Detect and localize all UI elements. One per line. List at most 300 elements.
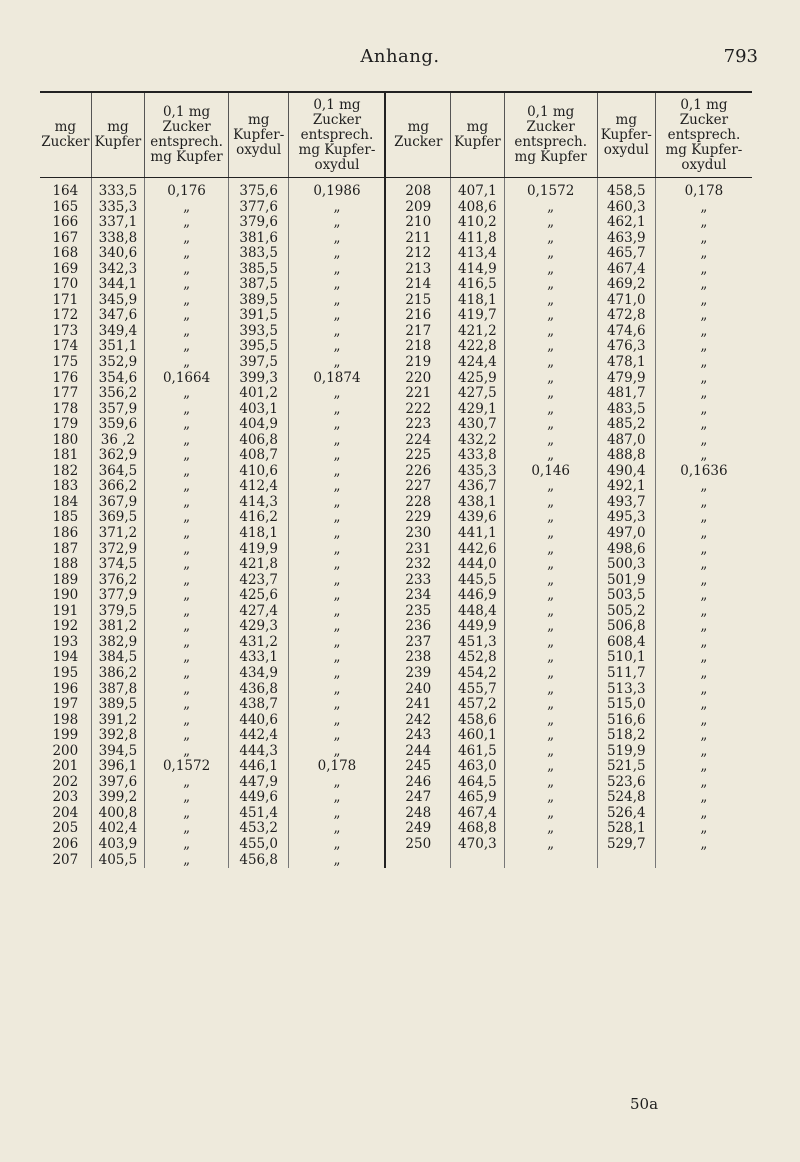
table-cell: 181 (52, 448, 79, 464)
table-cell: 377,6 (228, 200, 288, 216)
table-cell: „ (145, 635, 229, 651)
table-cell: „ (289, 526, 386, 542)
table-cell: 515,0 (597, 697, 655, 713)
table-cell: „ (289, 308, 386, 324)
table-row (40, 246, 752, 262)
table-cell: 444,3 (228, 744, 288, 760)
table-cell: 177 (52, 386, 79, 402)
table-cell: 0,178 (655, 178, 752, 200)
column-header: mg Kupfer (91, 92, 145, 178)
table-cell: „ (289, 448, 386, 464)
table-cell: 377,9 (91, 588, 145, 604)
table-cell: „ (145, 588, 229, 604)
table-row (40, 324, 752, 340)
table-cell: 173 (52, 323, 79, 339)
table-cell: 222 (385, 402, 450, 418)
table-cell: 171 (52, 292, 79, 308)
table-cell: 221 (385, 386, 450, 402)
table-row (40, 790, 752, 806)
table-cell: „ (504, 355, 597, 371)
table-row (40, 635, 752, 651)
table-row (40, 650, 752, 666)
table-cell: 244 (385, 744, 450, 760)
table-cell: „ (504, 293, 597, 309)
table-row (40, 573, 752, 589)
table-cell: „ (504, 557, 597, 573)
table-cell: 202 (52, 774, 79, 790)
table-cell: „ (504, 510, 597, 526)
table-cell: 169 (52, 261, 79, 277)
table-cell: 233 (385, 573, 450, 589)
table-cell: „ (504, 231, 597, 247)
table-cell: 247 (385, 790, 450, 806)
table-cell: 467,4 (597, 262, 655, 278)
table-cell: „ (504, 728, 597, 744)
table-cell: 0,1664 (145, 371, 229, 387)
table-cell: „ (655, 479, 752, 495)
table-cell: 501,9 (597, 573, 655, 589)
table-cell: 465,9 (451, 790, 505, 806)
table-cell: 369,5 (91, 510, 145, 526)
table-cell: 240 (385, 682, 450, 698)
table-cell: „ (504, 308, 597, 324)
table-cell: 429,3 (228, 619, 288, 635)
table-cell: 379,6 (228, 215, 288, 231)
table-cell: 465,7 (597, 246, 655, 262)
table-cell: „ (145, 386, 229, 402)
table-cell: 168 (52, 246, 79, 262)
table-cell: 483,5 (597, 402, 655, 418)
table-cell: 455,0 (228, 837, 288, 853)
table-cell: 457,2 (451, 697, 505, 713)
table-cell: 438,1 (451, 495, 505, 511)
table-cell: 416,5 (451, 277, 505, 293)
table-cell: 472,8 (597, 308, 655, 324)
table-cell: 521,5 (597, 759, 655, 775)
table-cell: „ (289, 650, 386, 666)
table-cell: 449,9 (451, 619, 505, 635)
table-cell: „ (289, 339, 386, 355)
column-header: mg Zucker (385, 92, 450, 178)
table-row (40, 495, 752, 511)
table-cell: 401,2 (228, 386, 288, 402)
table-row (40, 806, 752, 822)
table-cell: „ (289, 324, 386, 340)
column-header: 0,1 mg Zucker entsprech. mg Kupfer (145, 92, 229, 178)
table-cell: 456,8 (228, 853, 288, 869)
table-cell: 229 (385, 510, 450, 526)
table-cell: 433,8 (451, 448, 505, 464)
table-cell: 498,6 (597, 542, 655, 558)
table-cell: 452,8 (451, 650, 505, 666)
table-cell: 383,5 (228, 246, 288, 262)
table-cell: „ (145, 557, 229, 573)
table-cell: 481,7 (597, 386, 655, 402)
table-cell: 389,5 (91, 697, 145, 713)
column-header: mg Kupfer-oxydul (597, 92, 655, 178)
table-cell: 205 (52, 821, 79, 837)
table-row (40, 479, 752, 495)
table-cell: 359,6 (91, 417, 145, 433)
table-cell: 218 (385, 339, 450, 355)
table-cell (504, 853, 597, 869)
table-cell: „ (145, 339, 229, 355)
table-cell: 170 (52, 277, 79, 293)
table-cell: „ (289, 666, 386, 682)
table-cell: 455,7 (451, 682, 505, 698)
table-cell: 364,5 (91, 464, 145, 480)
table-cell: „ (504, 262, 597, 278)
table-cell: 505,2 (597, 604, 655, 620)
table-cell: 453,2 (228, 821, 288, 837)
table-cell: „ (289, 790, 386, 806)
table-cell: 487,0 (597, 433, 655, 449)
table-cell: „ (289, 557, 386, 573)
table-row (40, 339, 752, 355)
table-cell: 204 (52, 805, 79, 821)
table-cell: „ (145, 433, 229, 449)
table-cell: 445,5 (451, 573, 505, 589)
table-cell: „ (289, 635, 386, 651)
table-cell: 424,4 (451, 355, 505, 371)
table-cell: 497,0 (597, 526, 655, 542)
table-cell: 184 (52, 494, 79, 510)
table-cell: „ (504, 588, 597, 604)
table-cell: „ (289, 713, 386, 729)
table-cell: 338,8 (91, 231, 145, 247)
table-cell: „ (504, 759, 597, 775)
table-cell: 518,2 (597, 728, 655, 744)
table-cell: 451,4 (228, 806, 288, 822)
table-cell (655, 853, 752, 869)
table-cell: 354,6 (91, 371, 145, 387)
table-cell: 0,176 (145, 178, 229, 200)
table-cell: 203 (52, 790, 79, 806)
table-cell: „ (655, 557, 752, 573)
table-cell: „ (504, 215, 597, 231)
table-cell: 451,3 (451, 635, 505, 651)
table-cell: „ (289, 417, 386, 433)
table-cell: „ (145, 775, 229, 791)
table-cell: „ (289, 464, 386, 480)
table-cell: 413,4 (451, 246, 505, 262)
table-cell: 492,1 (597, 479, 655, 495)
table-cell: „ (145, 417, 229, 433)
table-cell: 526,4 (597, 806, 655, 822)
table-cell: „ (655, 308, 752, 324)
table-cell: 436,7 (451, 479, 505, 495)
table-cell: 422,8 (451, 339, 505, 355)
table-cell: 462,1 (597, 215, 655, 231)
table-cell: 454,2 (451, 666, 505, 682)
table-cell: 458,5 (597, 178, 655, 200)
table-cell: 474,6 (597, 324, 655, 340)
table-cell: 608,4 (597, 635, 655, 651)
table-cell: „ (504, 837, 597, 853)
table-row (40, 215, 752, 231)
table-cell: 478,1 (597, 355, 655, 371)
table-cell: 381,6 (228, 231, 288, 247)
table-cell: „ (504, 744, 597, 760)
table-cell: „ (289, 355, 386, 371)
table-cell: 463,0 (451, 759, 505, 775)
table-cell: 523,6 (597, 775, 655, 791)
table-cell: 414,9 (451, 262, 505, 278)
table-cell: „ (289, 231, 386, 247)
table-cell: 239 (385, 666, 450, 682)
table-cell: 208 (385, 178, 450, 200)
table-row (40, 619, 752, 635)
table-row (40, 682, 752, 698)
table-cell: 444,0 (451, 557, 505, 573)
table-cell: 335,3 (91, 200, 145, 216)
table-cell: 397,6 (91, 775, 145, 791)
table-cell: „ (145, 479, 229, 495)
table-cell: „ (145, 790, 229, 806)
table-cell: 228 (385, 495, 450, 511)
table-cell: „ (289, 588, 386, 604)
table-cell: „ (655, 821, 752, 837)
table-cell: „ (655, 604, 752, 620)
table-row (40, 417, 752, 433)
table-cell: 174 (52, 339, 79, 355)
table-cell: 183 (52, 479, 79, 495)
table-row (40, 355, 752, 371)
table-cell: 0,146 (504, 464, 597, 480)
table-cell: „ (289, 402, 386, 418)
table-cell: 434,9 (228, 666, 288, 682)
table-cell: 0,1636 (655, 464, 752, 480)
table-cell: 165 (52, 199, 79, 215)
table-row (40, 713, 752, 729)
table-cell: „ (655, 744, 752, 760)
table-cell: „ (145, 728, 229, 744)
table-cell: 0,1874 (289, 371, 386, 387)
table-cell: „ (655, 619, 752, 635)
table-cell: 446,1 (228, 759, 288, 775)
table-cell: 416,2 (228, 510, 288, 526)
table-cell: 238 (385, 650, 450, 666)
table-row (40, 744, 752, 760)
table-cell: 399,3 (228, 371, 288, 387)
page-number: 793 (723, 46, 758, 67)
table-cell: 175 (52, 355, 79, 371)
table-cell: 433,1 (228, 650, 288, 666)
table-cell: „ (655, 262, 752, 278)
table-row (40, 697, 752, 713)
table-cell: „ (655, 588, 752, 604)
table-cell: „ (145, 510, 229, 526)
table-cell: 216 (385, 308, 450, 324)
table-cell: 427,4 (228, 604, 288, 620)
table-cell: 199 (52, 728, 79, 744)
table-cell: 186 (52, 526, 79, 542)
table-row (40, 542, 752, 558)
table-cell: 429,1 (451, 402, 505, 418)
table-cell: „ (655, 775, 752, 791)
table-cell: „ (504, 790, 597, 806)
table-cell: 414,3 (228, 495, 288, 511)
table-cell: 461,5 (451, 744, 505, 760)
table-cell: 405,5 (91, 853, 145, 869)
table-cell: 210 (385, 215, 450, 231)
table-cell: „ (655, 666, 752, 682)
table-cell: 0,1986 (289, 178, 386, 200)
table-cell: 438,7 (228, 697, 288, 713)
table-cell: „ (504, 635, 597, 651)
table-cell: „ (145, 464, 229, 480)
table-cell: 189 (52, 572, 79, 588)
table-cell: „ (504, 246, 597, 262)
table-cell: 342,3 (91, 262, 145, 278)
table-header-row (40, 92, 752, 178)
column-header: mg Kupfer (451, 92, 505, 178)
table-cell: „ (655, 215, 752, 231)
table-cell: „ (655, 713, 752, 729)
table-cell: 396,1 (91, 759, 145, 775)
column-header: 0,1 mg Zucker entsprech. mg Kupfer-oxydul (289, 92, 386, 178)
table-cell: „ (504, 324, 597, 340)
table-cell: „ (504, 542, 597, 558)
table-cell: „ (504, 806, 597, 822)
table-cell: „ (655, 417, 752, 433)
table-cell: 374,5 (91, 557, 145, 573)
running-head (0, 46, 800, 74)
table-cell: 36 ,2 (91, 433, 145, 449)
table-cell: 524,8 (597, 790, 655, 806)
table-row (40, 200, 752, 216)
table-cell: „ (655, 231, 752, 247)
table-cell: 166 (52, 215, 79, 231)
table-cell: „ (504, 650, 597, 666)
table-cell: „ (655, 246, 752, 262)
table-cell: „ (504, 666, 597, 682)
table-cell: 366,2 (91, 479, 145, 495)
table-cell: 213 (385, 262, 450, 278)
table-cell: „ (145, 308, 229, 324)
table-cell: 179 (52, 417, 79, 433)
table-cell: „ (655, 293, 752, 309)
table-cell: 386,2 (91, 666, 145, 682)
table-cell: 411,8 (451, 231, 505, 247)
table-cell: 432,2 (451, 433, 505, 449)
table-cell: „ (145, 744, 229, 760)
table-cell: „ (289, 682, 386, 698)
table-cell: „ (289, 386, 386, 402)
table-cell: „ (289, 821, 386, 837)
table-cell: 431,2 (228, 635, 288, 651)
table-cell: „ (655, 837, 752, 853)
signature-mark: 50a (630, 1095, 659, 1113)
table-cell: 0,1572 (504, 178, 597, 200)
table-row (40, 231, 752, 247)
table-cell: 381,2 (91, 619, 145, 635)
table-row (40, 464, 752, 480)
table-cell: 185 (52, 510, 79, 526)
table-cell: 172 (52, 308, 79, 324)
table-cell: 471,0 (597, 293, 655, 309)
table-cell: „ (145, 604, 229, 620)
table-cell: „ (145, 448, 229, 464)
table-cell (597, 853, 655, 869)
table-cell: „ (289, 853, 386, 869)
table-cell: „ (145, 215, 229, 231)
table-cell: „ (145, 495, 229, 511)
table-cell: 425,9 (451, 371, 505, 387)
table-cell: 460,1 (451, 728, 505, 744)
table-cell: 408,7 (228, 448, 288, 464)
table-cell: „ (655, 542, 752, 558)
table-cell: „ (145, 666, 229, 682)
column-header: mg Kupfer-oxydul (228, 92, 288, 178)
table-cell: „ (504, 200, 597, 216)
table-row (40, 308, 752, 324)
table-row (40, 402, 752, 418)
table-cell: 180 (52, 432, 79, 448)
table-cell: 200 (52, 743, 79, 759)
table-cell: 207 (52, 852, 79, 868)
table-cell: 356,2 (91, 386, 145, 402)
table-cell: 500,3 (597, 557, 655, 573)
table-cell: 446,9 (451, 588, 505, 604)
table-row (40, 386, 752, 402)
table-cell: „ (289, 479, 386, 495)
table-cell: „ (655, 355, 752, 371)
table-cell: „ (655, 324, 752, 340)
table-cell: „ (655, 495, 752, 511)
table-cell: „ (655, 277, 752, 293)
table-row (40, 759, 752, 775)
table-cell: 528,1 (597, 821, 655, 837)
table-cell: „ (289, 573, 386, 589)
table-cell: 215 (385, 293, 450, 309)
table-cell: 223 (385, 417, 450, 433)
table-cell: „ (504, 604, 597, 620)
table-row (40, 837, 752, 853)
table-cell: 212 (385, 246, 450, 262)
table-cell: 513,3 (597, 682, 655, 698)
table-cell: „ (504, 402, 597, 418)
table-cell: 246 (385, 775, 450, 791)
table-cell: „ (504, 277, 597, 293)
table-cell: 164 (52, 183, 79, 199)
column-header: 0,1 mg Zucker entsprech. mg Kupfer (504, 92, 597, 178)
table-cell: „ (289, 510, 386, 526)
table-cell: 357,9 (91, 402, 145, 418)
table-cell: „ (504, 417, 597, 433)
table-row (40, 371, 752, 387)
table-cell: 469,2 (597, 277, 655, 293)
table-cell: 476,3 (597, 339, 655, 355)
table-cell: 442,6 (451, 542, 505, 558)
table-cell: 196 (52, 681, 79, 697)
table-cell: „ (289, 433, 386, 449)
table-row (40, 728, 752, 744)
table-cell: 178 (52, 401, 79, 417)
table-cell: 441,1 (451, 526, 505, 542)
table-cell: „ (504, 821, 597, 837)
table-cell: „ (655, 728, 752, 744)
table-cell: „ (655, 386, 752, 402)
table-cell: „ (145, 853, 229, 869)
table-cell: 206 (52, 836, 79, 852)
table-cell: 447,9 (228, 775, 288, 791)
table-cell: „ (145, 355, 229, 371)
table-cell: 436,8 (228, 682, 288, 698)
table-cell: 201 (52, 759, 79, 775)
table-cell: 467,4 (451, 806, 505, 822)
table-cell: „ (145, 293, 229, 309)
